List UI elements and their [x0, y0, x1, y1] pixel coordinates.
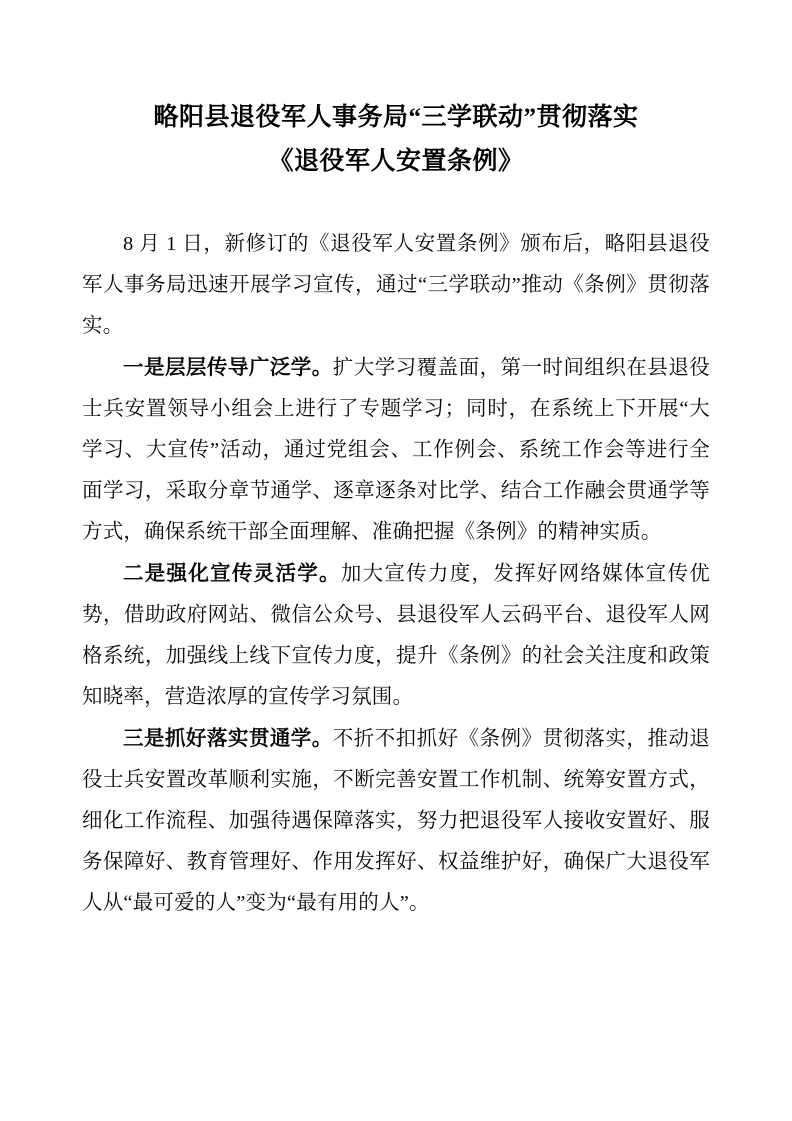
page-title-line-2: 《退役军人安置条例》 — [268, 148, 524, 175]
paragraph-lead: 三是抓好落实贯通学。 — [123, 728, 333, 750]
paragraph-text: 扩大学习覆盖面，第一时间组织在县退役士兵安置领导小组会上进行了专题学习；同时，在系统上下开展“大学习、大宣传”活动，通过党组会、工作例会、系统工作会等进行全面学习，采取分章节通学、逐章逐条对比学、结合工作融会贯通学等方式，确保系统干部全面理解、准确把握《条例》的精神实质。 — [82, 357, 711, 543]
paragraph-intro — [82, 224, 710, 347]
page-title-line-1: 略阳县退役军人事务局“三学联动”贯彻落实 — [153, 104, 639, 131]
paragraph-text: 不折不扣抓好《条例》贯彻落实，推动退役士兵安置改革顺利实施，不断完善安置工作机制、统筹安置方式，细化工作流程、加强待遇保障落实，努力把退役军人接收安置好、服务保障好、教育管理好、作用发挥好、权益维护好，确保广大退役军人从“最可爱的人”变为“最有用的人”。 — [82, 728, 711, 914]
page-title — [96, 96, 696, 184]
paragraph-point-3 — [82, 719, 710, 924]
paragraph-text: 8 月 1 日，新修订的《退役军人安置条例》颁布后，略阳县退役军人事务局迅速开展学习宣传，通过“三学联动”推动《条例》贯彻落实。 — [82, 233, 710, 337]
paragraph-lead: 二是强化宣传灵活学。 — [123, 563, 341, 585]
paragraph-point-2 — [82, 554, 710, 718]
paragraph-point-1 — [82, 348, 710, 553]
paragraph-lead: 一是层层传导广泛学。 — [123, 357, 333, 379]
paragraph-text: 加大宣传力度，发挥好网络媒体宣传优势，借助政府网站、微信公众号、县退役军人云码平台、退役军人网格系统，加强线上线下宣传力度，提升《条例》的社会关注度和政策知晓率，营造浓厚的宣传学习氛围。 — [82, 563, 710, 708]
document-body — [82, 224, 710, 924]
